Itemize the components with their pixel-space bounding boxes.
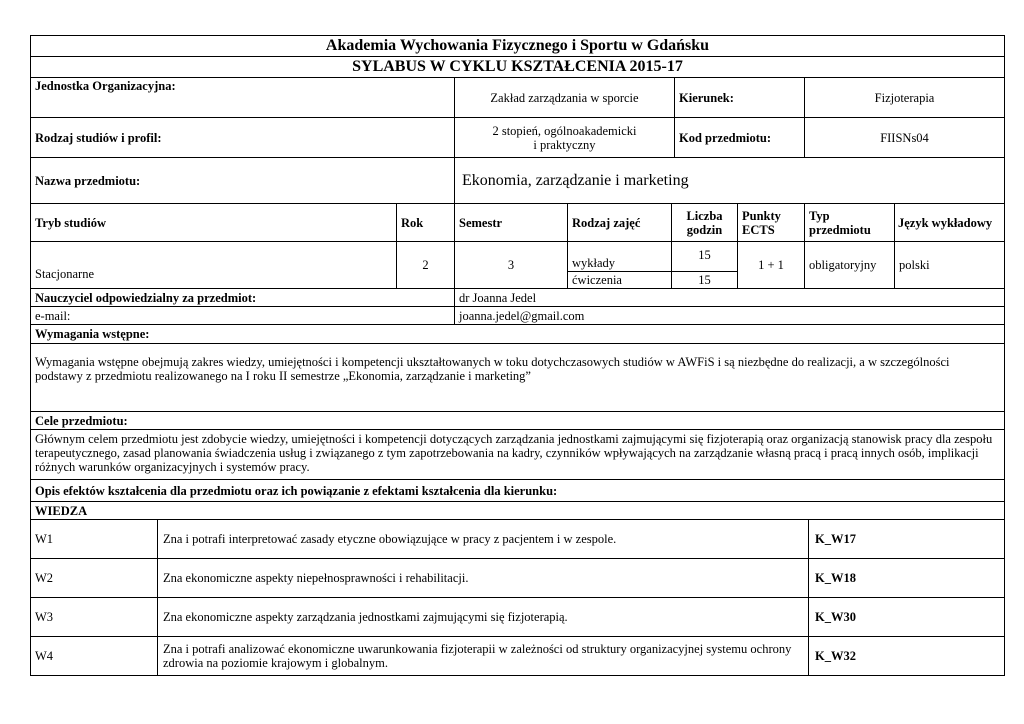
- language-value: polski: [894, 241, 1005, 289]
- header-class-type: Rodzaj zajęć: [567, 203, 672, 242]
- header-ects: [737, 203, 805, 242]
- institution-title: Akademia Wychowania Fizycznego i Sportu w Gdańsku: [30, 35, 1005, 57]
- hours-exercise: 15: [671, 271, 738, 289]
- hours-lecture: 15: [671, 241, 738, 272]
- header-hours: [671, 203, 738, 242]
- header-mode: Tryb studiów: [30, 203, 397, 242]
- mode-value: Stacjonarne: [30, 241, 397, 289]
- header-subject-type-line2: przedmiotu: [809, 222, 871, 237]
- teacher-label: Nauczyciel odpowiedzialny za przedmiot:: [30, 288, 455, 307]
- subject-type-value: obligatoryjny: [804, 241, 895, 289]
- subject-value: Ekonomia, zarządzanie i marketing: [454, 157, 1005, 204]
- header-hours-line2: godzin: [686, 222, 723, 237]
- study-type-line2: i praktyczny: [533, 137, 596, 152]
- header-subject-type: [804, 203, 895, 242]
- outcome-text: Zna i potrafi analizować ekonomiczne uwarunkowania fizjoterapii w zależności od struktury organizacyjnej systemu ochrony zdrowia na poziomie krajowym i globalnym.: [157, 636, 809, 676]
- header-year: Rok: [396, 203, 455, 242]
- header-subject-type-line1: Typ: [809, 208, 830, 223]
- study-type-value: [454, 117, 675, 158]
- outcome-ref: K_W32: [808, 636, 1005, 676]
- header-ects-line1: Punkty: [742, 208, 781, 223]
- outcome-code: W2: [30, 558, 158, 598]
- unit-value: Zakład zarządzania w sporcie: [454, 77, 675, 118]
- email-value: joanna.jedel@gmail.com: [454, 306, 1005, 325]
- class-lecture: wykłady: [567, 241, 672, 272]
- header-hours-line1: Liczba: [686, 208, 723, 223]
- field-label: Kierunek:: [674, 77, 805, 118]
- goals-label: Cele przedmiotu:: [30, 411, 1005, 430]
- study-type-label: Rodzaj studiów i profil:: [30, 117, 455, 158]
- outcome-ref: K_W17: [808, 519, 1005, 559]
- outcome-text: Zna i potrafi interpretować zasady etyczne obowiązujące w pracy z pacjentem i w zespole.: [157, 519, 809, 559]
- outcome-text: Zna ekonomiczne aspekty zarządzania jednostkami zajmującymi się fizjoterapią.: [157, 597, 809, 637]
- outcome-code: W1: [30, 519, 158, 559]
- goals-text: Głównym celem przedmiotu jest zdobycie wiedzy, umiejętności i kompetencji dotyczących zarządzania jednostkami zajmującymi się fizjoterapią oraz organizacją stanowisk pracy dla zespołu terapeutycznego, zasad planowania świadczenia usług i związanego z tym zapotrzebowania na kadry, czynników wpływających na zarządzanie własną pracą i pracą innych osób, implikacji różnych warunków organizacyjnych i systemów pracy.: [30, 429, 1005, 480]
- outcome-code: W4: [30, 636, 158, 676]
- outcome-ref: K_W18: [808, 558, 1005, 598]
- teacher-value: dr Joanna Jedel: [454, 288, 1005, 307]
- outcomes-label: Opis efektów kształcenia dla przedmiotu oraz ich powiązanie z efektami kształcenia dla kierunku:: [30, 479, 1005, 502]
- year-value: 2: [396, 241, 455, 289]
- outcome-ref: K_W30: [808, 597, 1005, 637]
- email-label: e-mail:: [30, 306, 455, 325]
- field-value: Fizjoterapia: [804, 77, 1005, 118]
- code-value: FIISNs04: [804, 117, 1005, 158]
- ects-value: 1 + 1: [737, 241, 805, 289]
- subject-label: Nazwa przedmiotu:: [30, 157, 455, 204]
- class-exercise: ćwiczenia: [567, 271, 672, 289]
- semester-value: 3: [454, 241, 568, 289]
- header-ects-line2: ECTS: [742, 222, 775, 237]
- prerequisites-text: Wymagania wstępne obejmują zakres wiedzy, umiejętności i kompetencji ukształtowanych w toku dotychczasowych studiów w AWFiS i są niezbędne do realizacji, a w szczególności podstawy z przedmiotu realizowanego na I roku II semestrze „Ekonomia, zarządzanie i marketing”: [30, 343, 1005, 412]
- code-label: Kod przedmiotu:: [674, 117, 805, 158]
- header-language: Język wykładowy: [894, 203, 1005, 242]
- syllabus-title: SYLABUS W CYKLU KSZTAŁCENIA 2015-17: [30, 56, 1005, 78]
- prerequisites-label: Wymagania wstępne:: [30, 324, 1005, 344]
- outcome-code: W3: [30, 597, 158, 637]
- header-semester: Semestr: [454, 203, 568, 242]
- outcomes-section-knowledge: WIEDZA: [30, 501, 1005, 520]
- unit-label: Jednostka Organizacyjna:: [30, 77, 455, 118]
- study-type-line1: 2 stopień, ogólnoakademicki: [492, 123, 637, 138]
- outcome-text: Zna ekonomiczne aspekty niepełnosprawności i rehabilitacji.: [157, 558, 809, 598]
